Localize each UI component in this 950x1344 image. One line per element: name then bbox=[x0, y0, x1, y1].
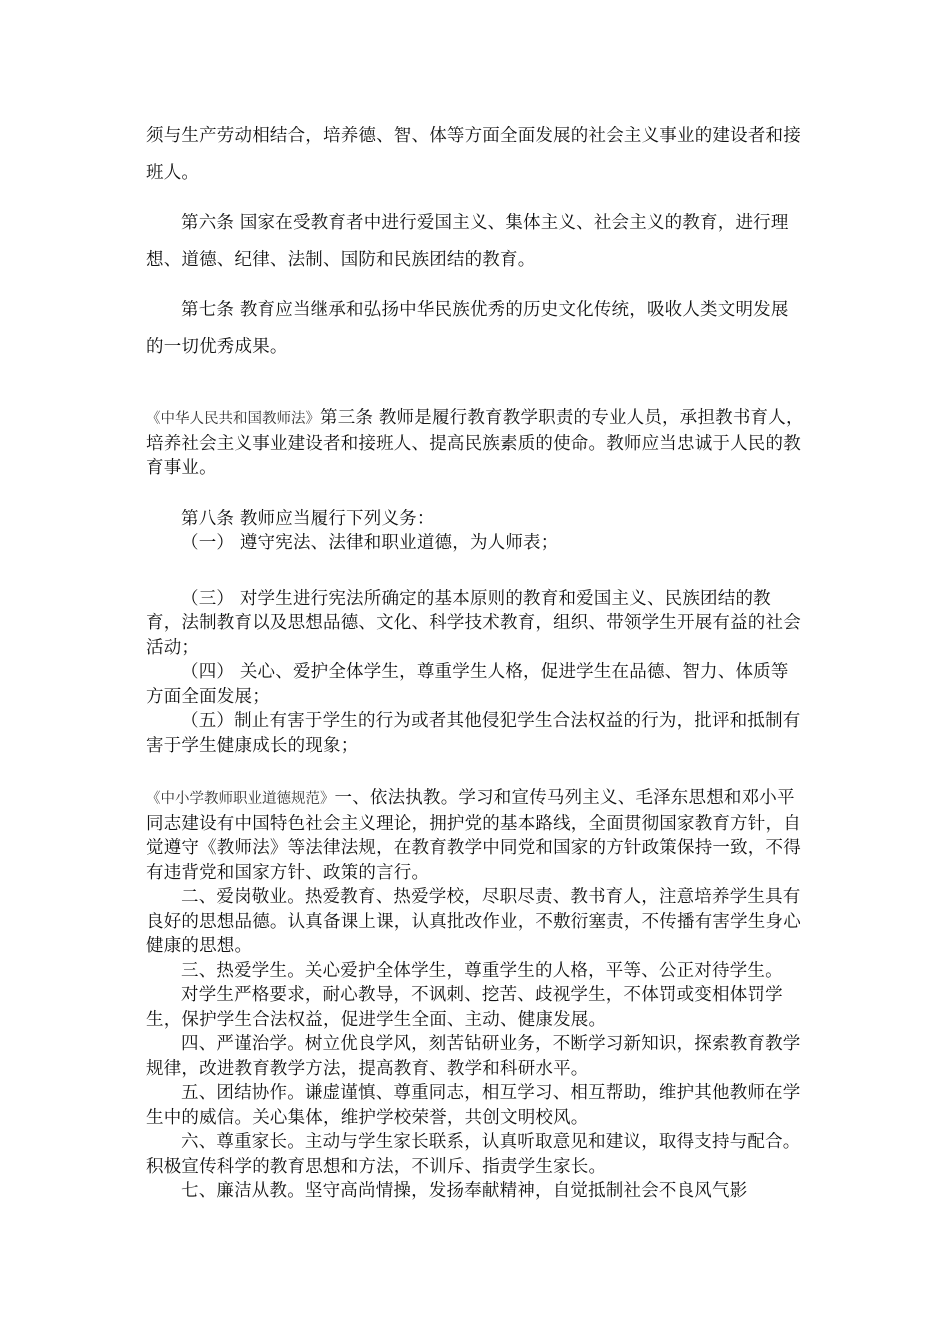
ethics-item: 七、廉洁从教。坚守高尚情操，发扬奉献精神，自觉抵制社会不良风气影 bbox=[181, 1181, 748, 1201]
ethics-code-excerpt bbox=[146, 786, 806, 1204]
ethics-item: 六、尊重家长。主动与学生家长联系，认真听取意见和建议，取得支持与配合。积极宣传科学的教育思想和方法，不训斥、指责学生家长。 bbox=[146, 1132, 801, 1177]
article-text: 第三条 教师是履行教育教学职责的专业人员，承担教书育人，培养社会主义事业建设者和接班人、提高民族素质的使命。教师应当忠诚于人民的教育事业。 bbox=[146, 408, 804, 478]
teachers-law-excerpt bbox=[146, 406, 806, 481]
ethics-item: 四、严谨治学。树立优良学风，刻苦钻研业务，不断学习新知识，探索教育教学规律，改进教育教学方法，提高教育、教学和科研水平。 bbox=[146, 1034, 801, 1079]
article-6: 第六条 国家在受教育者中进行爱国主义、集体主义、社会主义的教育，进行理想、道德、纪律、法制、国防和民族团结的教育。 bbox=[146, 213, 789, 270]
document-page bbox=[146, 118, 806, 1204]
duty-item: （五）制止有害于学生的行为或者其他侵犯学生合法权益的行为，批评和抵制有害于学生健康成长的现象； bbox=[146, 711, 801, 756]
teacher-duties bbox=[146, 507, 806, 759]
paragraph: 须与生产劳动相结合，培养德、智、体等方面全面发展的社会主义事业的建设者和接班人。 bbox=[146, 126, 801, 183]
ethics-item: 二、爱岗敬业。热爱教育、热爱学校，尽职尽责、教书育人，注意培养学生具有良好的思想品德。认真备课上课，认真批改作业，不敷衍塞责，不传播有害学生身心健康的思想。 bbox=[146, 887, 801, 956]
duty-item: （一） 遵守宪法、法律和职业道德，为人师表； bbox=[181, 533, 559, 553]
source-citation: 《中小学教师职业道德规范》 bbox=[146, 791, 335, 807]
ethics-item: 三、热爱学生。关心爱护全体学生，尊重学生的人格，平等、公正对待学生。 bbox=[181, 960, 783, 981]
ethics-item bbox=[146, 786, 806, 885]
ethics-item: 对学生严格要求，耐心教导，不讽刺、挖苦、歧视学生，不体罚或变相体罚学生，保护学生合法权益，促进学生全面、主动、健康发展。 bbox=[146, 985, 783, 1030]
item-text: 一、依法执教。学习和宣传马列主义、毛泽东思想和邓小平同志建设有中国特色社会主义理论，拥护党的基本路线，全面贯彻国家教育方针，自觉遵守《教师法》等法律法规，在教育教学中同党和国家的方针政策保持一致，不得有违背党和国家方针、政策的言行。 bbox=[146, 788, 801, 883]
education-law-excerpt bbox=[146, 118, 806, 366]
duty-item: （三） 对学生进行宪法所确定的基本原则的教育和爱国主义、民族团结的教育，法制教育以及思想品德、文化、科学技术教育，组织、带领学生开展有益的社会活动； bbox=[146, 588, 801, 658]
duty-item: （四） 关心、爱护全体学生，尊重学生人格，促进学生在品德、智力、体质等方面全面发展； bbox=[146, 662, 789, 707]
source-citation: 《中华人民共和国教师法》 bbox=[146, 411, 320, 427]
article-7: 第七条 教育应当继承和弘扬中华民族优秀的历史文化传统，吸收人类文明发展的一切优秀成果。 bbox=[146, 300, 789, 357]
article-3 bbox=[146, 406, 806, 481]
ethics-item: 五、团结协作。谦虚谨慎、尊重同志，相互学习、相互帮助，维护其他教师在学生中的威信。关心集体，维护学校荣誉，共创文明校风。 bbox=[146, 1083, 801, 1128]
article-8-heading: 第八条 教师应当履行下列义务： bbox=[181, 508, 435, 529]
